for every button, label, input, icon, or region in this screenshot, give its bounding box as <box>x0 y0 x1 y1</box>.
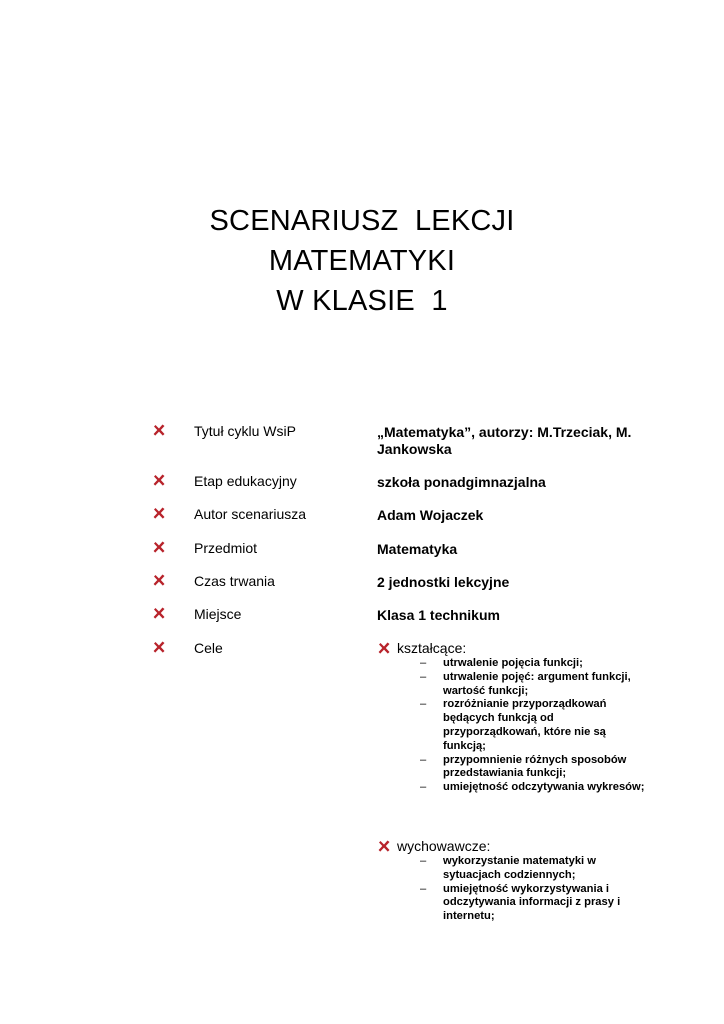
list-item-text: utrwalenie pojęć: argument funkcji, wartość funkcji; <box>443 670 631 697</box>
dash-marker: – <box>420 670 427 683</box>
list-item <box>420 754 650 782</box>
dash-marker: – <box>420 698 427 711</box>
goals-heading-text: kształcące: <box>397 640 467 656</box>
row-label: Tytuł cyklu WsiP <box>194 423 296 439</box>
dash-marker: – <box>420 781 427 794</box>
title-line-1: SCENARIUSZ LEKCJI <box>209 205 515 237</box>
document-title <box>0 201 724 321</box>
list-item <box>420 855 650 883</box>
list-item-text: wykorzystanie matematyki w sytuacjach codziennych; <box>443 855 596 881</box>
list-item-text: utrwalenie pojęcia funkcji; <box>443 657 583 669</box>
list-item-text: rozróżnianie przyporządkowań będących funkcją od przyporządkowań, które nie są funkcją; <box>443 698 607 752</box>
dash-marker: – <box>420 882 427 895</box>
list-item-text: przypomnienie różnych sposobów przedstawiania funkcji; <box>443 753 627 780</box>
x-mark-icon <box>152 573 166 587</box>
list-item-text: umiejętność odczytywania wykresów; <box>443 781 645 794</box>
row-label: Autor scenariusza <box>194 506 307 522</box>
list-item <box>420 883 650 924</box>
row-label: Miejsce <box>194 606 242 622</box>
list-item-text: umiejętność wykorzystywania i odczytywania informacji z prasy i internetu; <box>443 882 621 923</box>
x-mark-icon <box>377 641 391 655</box>
dash-marker: – <box>420 753 427 766</box>
x-mark-icon <box>152 506 166 520</box>
dash-marker: – <box>420 855 427 867</box>
x-mark-icon <box>377 839 391 853</box>
list-item <box>420 671 650 699</box>
row-value: 2 jednostki lekcyjne <box>377 574 510 590</box>
list-item <box>420 698 650 753</box>
list-item <box>420 781 650 795</box>
row-label: Etap edukacyjny <box>194 473 297 489</box>
list-item <box>420 657 650 671</box>
goals-upbringing-list <box>420 855 650 924</box>
x-mark-icon <box>152 423 166 437</box>
row-value: Klasa 1 technikum <box>377 607 500 623</box>
row-value: Matematyka <box>377 541 458 557</box>
row-value: szkoła ponadgimnazjalna <box>377 474 546 490</box>
row-value: „Matematyka”, autorzy: M.Trzeciak, M. Jankowska <box>377 424 632 457</box>
dash-marker: – <box>420 657 427 669</box>
row-value: Adam Wojaczek <box>377 507 484 523</box>
x-mark-icon <box>152 473 166 487</box>
row-label: Cele <box>194 640 223 656</box>
title-line-2: MATEMATYKI <box>268 245 456 277</box>
x-mark-icon <box>152 606 166 620</box>
row-label: Czas trwania <box>194 573 275 589</box>
x-mark-icon <box>152 640 166 654</box>
goals-educational-list <box>420 657 650 795</box>
title-line-3: W KLASIE 1 <box>276 285 448 317</box>
row-label: Przedmiot <box>194 540 258 556</box>
x-mark-icon <box>152 540 166 554</box>
goals-heading-text: wychowawcze: <box>397 838 491 854</box>
